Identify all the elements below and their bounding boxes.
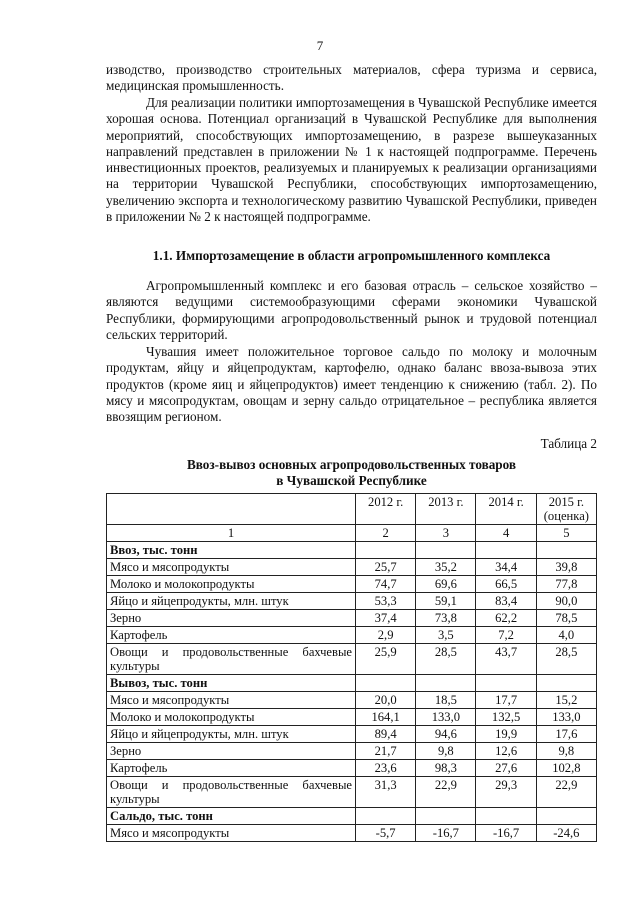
table-empty-cell: [416, 542, 476, 559]
table-row: [107, 559, 597, 576]
table-value-cell: 62,2: [476, 610, 536, 627]
table-row-name: Овощи и продовольственные бахчевые культуры: [107, 777, 356, 808]
table-value-cell: 22,9: [536, 777, 596, 808]
table-header-cell: [107, 494, 356, 525]
table-title-line-2: в Чувашской Республике: [276, 473, 427, 488]
table-row: [107, 627, 597, 644]
table-value-cell: 3,5: [416, 627, 476, 644]
table-row: [107, 743, 597, 760]
table-group-title: Вывоз, тыс. тонн: [107, 675, 356, 692]
table-row: [107, 760, 597, 777]
table-value-cell: 59,1: [416, 593, 476, 610]
table-header-row: [107, 494, 597, 525]
table-index-cell: 3: [416, 525, 476, 542]
table-value-cell: 4,0: [536, 627, 596, 644]
table-group-title: Сальдо, тыс. тонн: [107, 808, 356, 825]
table-row-name: Мясо и мясопродукты: [107, 692, 356, 709]
table-row: [107, 576, 597, 593]
table-empty-cell: [476, 808, 536, 825]
table-header-cell: 2015 г. (оценка): [536, 494, 596, 525]
table-value-cell: 74,7: [356, 576, 416, 593]
table-value-cell: 12,6: [476, 743, 536, 760]
table-empty-cell: [416, 675, 476, 692]
table-value-cell: 89,4: [356, 726, 416, 743]
table-value-cell: 18,5: [416, 692, 476, 709]
table-empty-cell: [356, 808, 416, 825]
table-empty-cell: [536, 808, 596, 825]
paragraph-2-text: Для реализации политики импортозамещения в Чувашской Республике имеется хорошая основа. Потенциал организаций в Чувашской Республике для выполнения мероприятий, способствующих импортозамещению, в разрезе вышеуказанных направлений представлен в приложении № 1 к настоящей подпрограмме. Перечень инвестиционных проектов, реализуемых и планируемых к реализации организациями на территории Чувашской Республики, способствующих импортозамещению, увеличению экспорта и технологическому развитию Чувашской Республики, приведен в приложении № 2 к настоящей подпрограмме.: [106, 95, 597, 225]
table-label: Таблица 2: [540, 436, 597, 451]
table-header-cell: 2012 г.: [356, 494, 416, 525]
paragraph-1-text: изводство, производство строительных материалов, сфера туризма и сервиса, медицинская промышленность.: [106, 62, 597, 94]
table-index-cell: 2: [356, 525, 416, 542]
table-value-cell: 2,9: [356, 627, 416, 644]
table-value-cell: 15,2: [536, 692, 596, 709]
table-value-cell: 164,1: [356, 709, 416, 726]
table-row: [107, 692, 597, 709]
paragraph-3-text: Агропромышленный комплекс и его базовая отрасль – сельское хозяйство – являются ведущими системообразующими сферами экономики Чувашской Республики, формирующими агропродовольственный рынок и трудовой потенциал сельских территорий.: [106, 278, 597, 342]
table-row-name: Молоко и молокопродукты: [107, 576, 356, 593]
table-value-cell: 35,2: [416, 559, 476, 576]
table-row-name: Зерно: [107, 610, 356, 627]
table-group-row: [107, 542, 597, 559]
table-value-cell: 7,2: [476, 627, 536, 644]
table-value-cell: -24,6: [536, 825, 596, 842]
table-row: [107, 777, 597, 808]
table-value-cell: 9,8: [416, 743, 476, 760]
paragraph-4: [106, 344, 597, 425]
table-value-cell: 90,0: [536, 593, 596, 610]
table-value-cell: 9,8: [536, 743, 596, 760]
table-value-cell: 23,6: [356, 760, 416, 777]
table-row-name: Картофель: [107, 627, 356, 644]
table-title: [106, 457, 597, 489]
table-value-cell: 17,6: [536, 726, 596, 743]
table-row: [107, 593, 597, 610]
table-value-cell: 34,4: [476, 559, 536, 576]
table-header-cell: 2014 г.: [476, 494, 536, 525]
table-row: [107, 825, 597, 842]
table-row: [107, 610, 597, 627]
table-value-cell: 17,7: [476, 692, 536, 709]
table-empty-cell: [476, 675, 536, 692]
table-value-cell: -16,7: [476, 825, 536, 842]
table-empty-cell: [476, 542, 536, 559]
table-row-name: Картофель: [107, 760, 356, 777]
table-row-name: Молоко и молокопродукты: [107, 709, 356, 726]
table-title-line-1: Ввоз-вывоз основных агропродовольственных товаров: [186, 457, 517, 472]
table-row-name: Овощи и продовольственные бахчевые культуры: [107, 644, 356, 675]
table-value-cell: 77,8: [536, 576, 596, 593]
table-index-cell: 5: [536, 525, 596, 542]
table-group-row: [107, 675, 597, 692]
table-value-cell: 73,8: [416, 610, 476, 627]
table-value-cell: 25,7: [356, 559, 416, 576]
table-value-cell: 132,5: [476, 709, 536, 726]
table-value-cell: 83,4: [476, 593, 536, 610]
table-value-cell: 22,9: [416, 777, 476, 808]
table-value-cell: 27,6: [476, 760, 536, 777]
table-index-cell: 4: [476, 525, 536, 542]
table-row: [107, 709, 597, 726]
table-value-cell: 69,6: [416, 576, 476, 593]
table-value-cell: 37,4: [356, 610, 416, 627]
paragraph-3: [106, 278, 597, 343]
table-value-cell: 19,9: [476, 726, 536, 743]
table-value-cell: -5,7: [356, 825, 416, 842]
table-empty-cell: [356, 675, 416, 692]
table-empty-cell: [356, 542, 416, 559]
table-value-cell: 43,7: [476, 644, 536, 675]
table-value-cell: 98,3: [416, 760, 476, 777]
table-value-cell: 78,5: [536, 610, 596, 627]
table-value-cell: 133,0: [536, 709, 596, 726]
table-value-cell: 28,5: [536, 644, 596, 675]
table-value-cell: 20,0: [356, 692, 416, 709]
paragraph-4-text: Чувашия имеет положительное торговое сальдо по молоку и молочным продуктам, яйцу и яйцепродуктам, картофелю, однако баланс ввоза-вывоза этих продуктов (кроме яиц и яйцепродуктов) имеет тенденцию к снижению (табл. 2). По мясу и мясопродуктам, овощам и зерну сальдо отрицательное – республика является ввозящим регионом.: [106, 344, 597, 425]
table-index-cell: 1: [107, 525, 356, 542]
paragraph-1: [106, 62, 597, 95]
table-value-cell: 25,9: [356, 644, 416, 675]
table-value-cell: 94,6: [416, 726, 476, 743]
table-value-cell: 28,5: [416, 644, 476, 675]
table-group-title: Ввоз, тыс. тонн: [107, 542, 356, 559]
table-empty-cell: [536, 675, 596, 692]
table-row-name: Зерно: [107, 743, 356, 760]
table-group-row: [107, 808, 597, 825]
table-value-cell: 53,3: [356, 593, 416, 610]
table-header-cell: 2013 г.: [416, 494, 476, 525]
table-row: [107, 644, 597, 675]
table-value-cell: 133,0: [416, 709, 476, 726]
trade-table: [106, 493, 597, 842]
table-empty-cell: [416, 808, 476, 825]
table-value-cell: 66,5: [476, 576, 536, 593]
table-value-cell: 21,7: [356, 743, 416, 760]
paragraph-2: [106, 95, 597, 225]
table-row: [107, 726, 597, 743]
table-row-name: Мясо и мясопродукты: [107, 825, 356, 842]
section-title: 1.1. Импортозамещение в области агропромышленного комплекса: [152, 248, 551, 263]
table-value-cell: 31,3: [356, 777, 416, 808]
table-value-cell: 29,3: [476, 777, 536, 808]
table-row-name: Яйцо и яйцепродукты, млн. штук: [107, 593, 356, 610]
table-value-cell: -16,7: [416, 825, 476, 842]
table-row-name: Мясо и мясопродукты: [107, 559, 356, 576]
table-value-cell: 102,8: [536, 760, 596, 777]
table-empty-cell: [536, 542, 596, 559]
table-value-cell: 39,8: [536, 559, 596, 576]
table-index-row: [107, 525, 597, 542]
page-number: 7: [316, 38, 324, 53]
table-row-name: Яйцо и яйцепродукты, млн. штук: [107, 726, 356, 743]
